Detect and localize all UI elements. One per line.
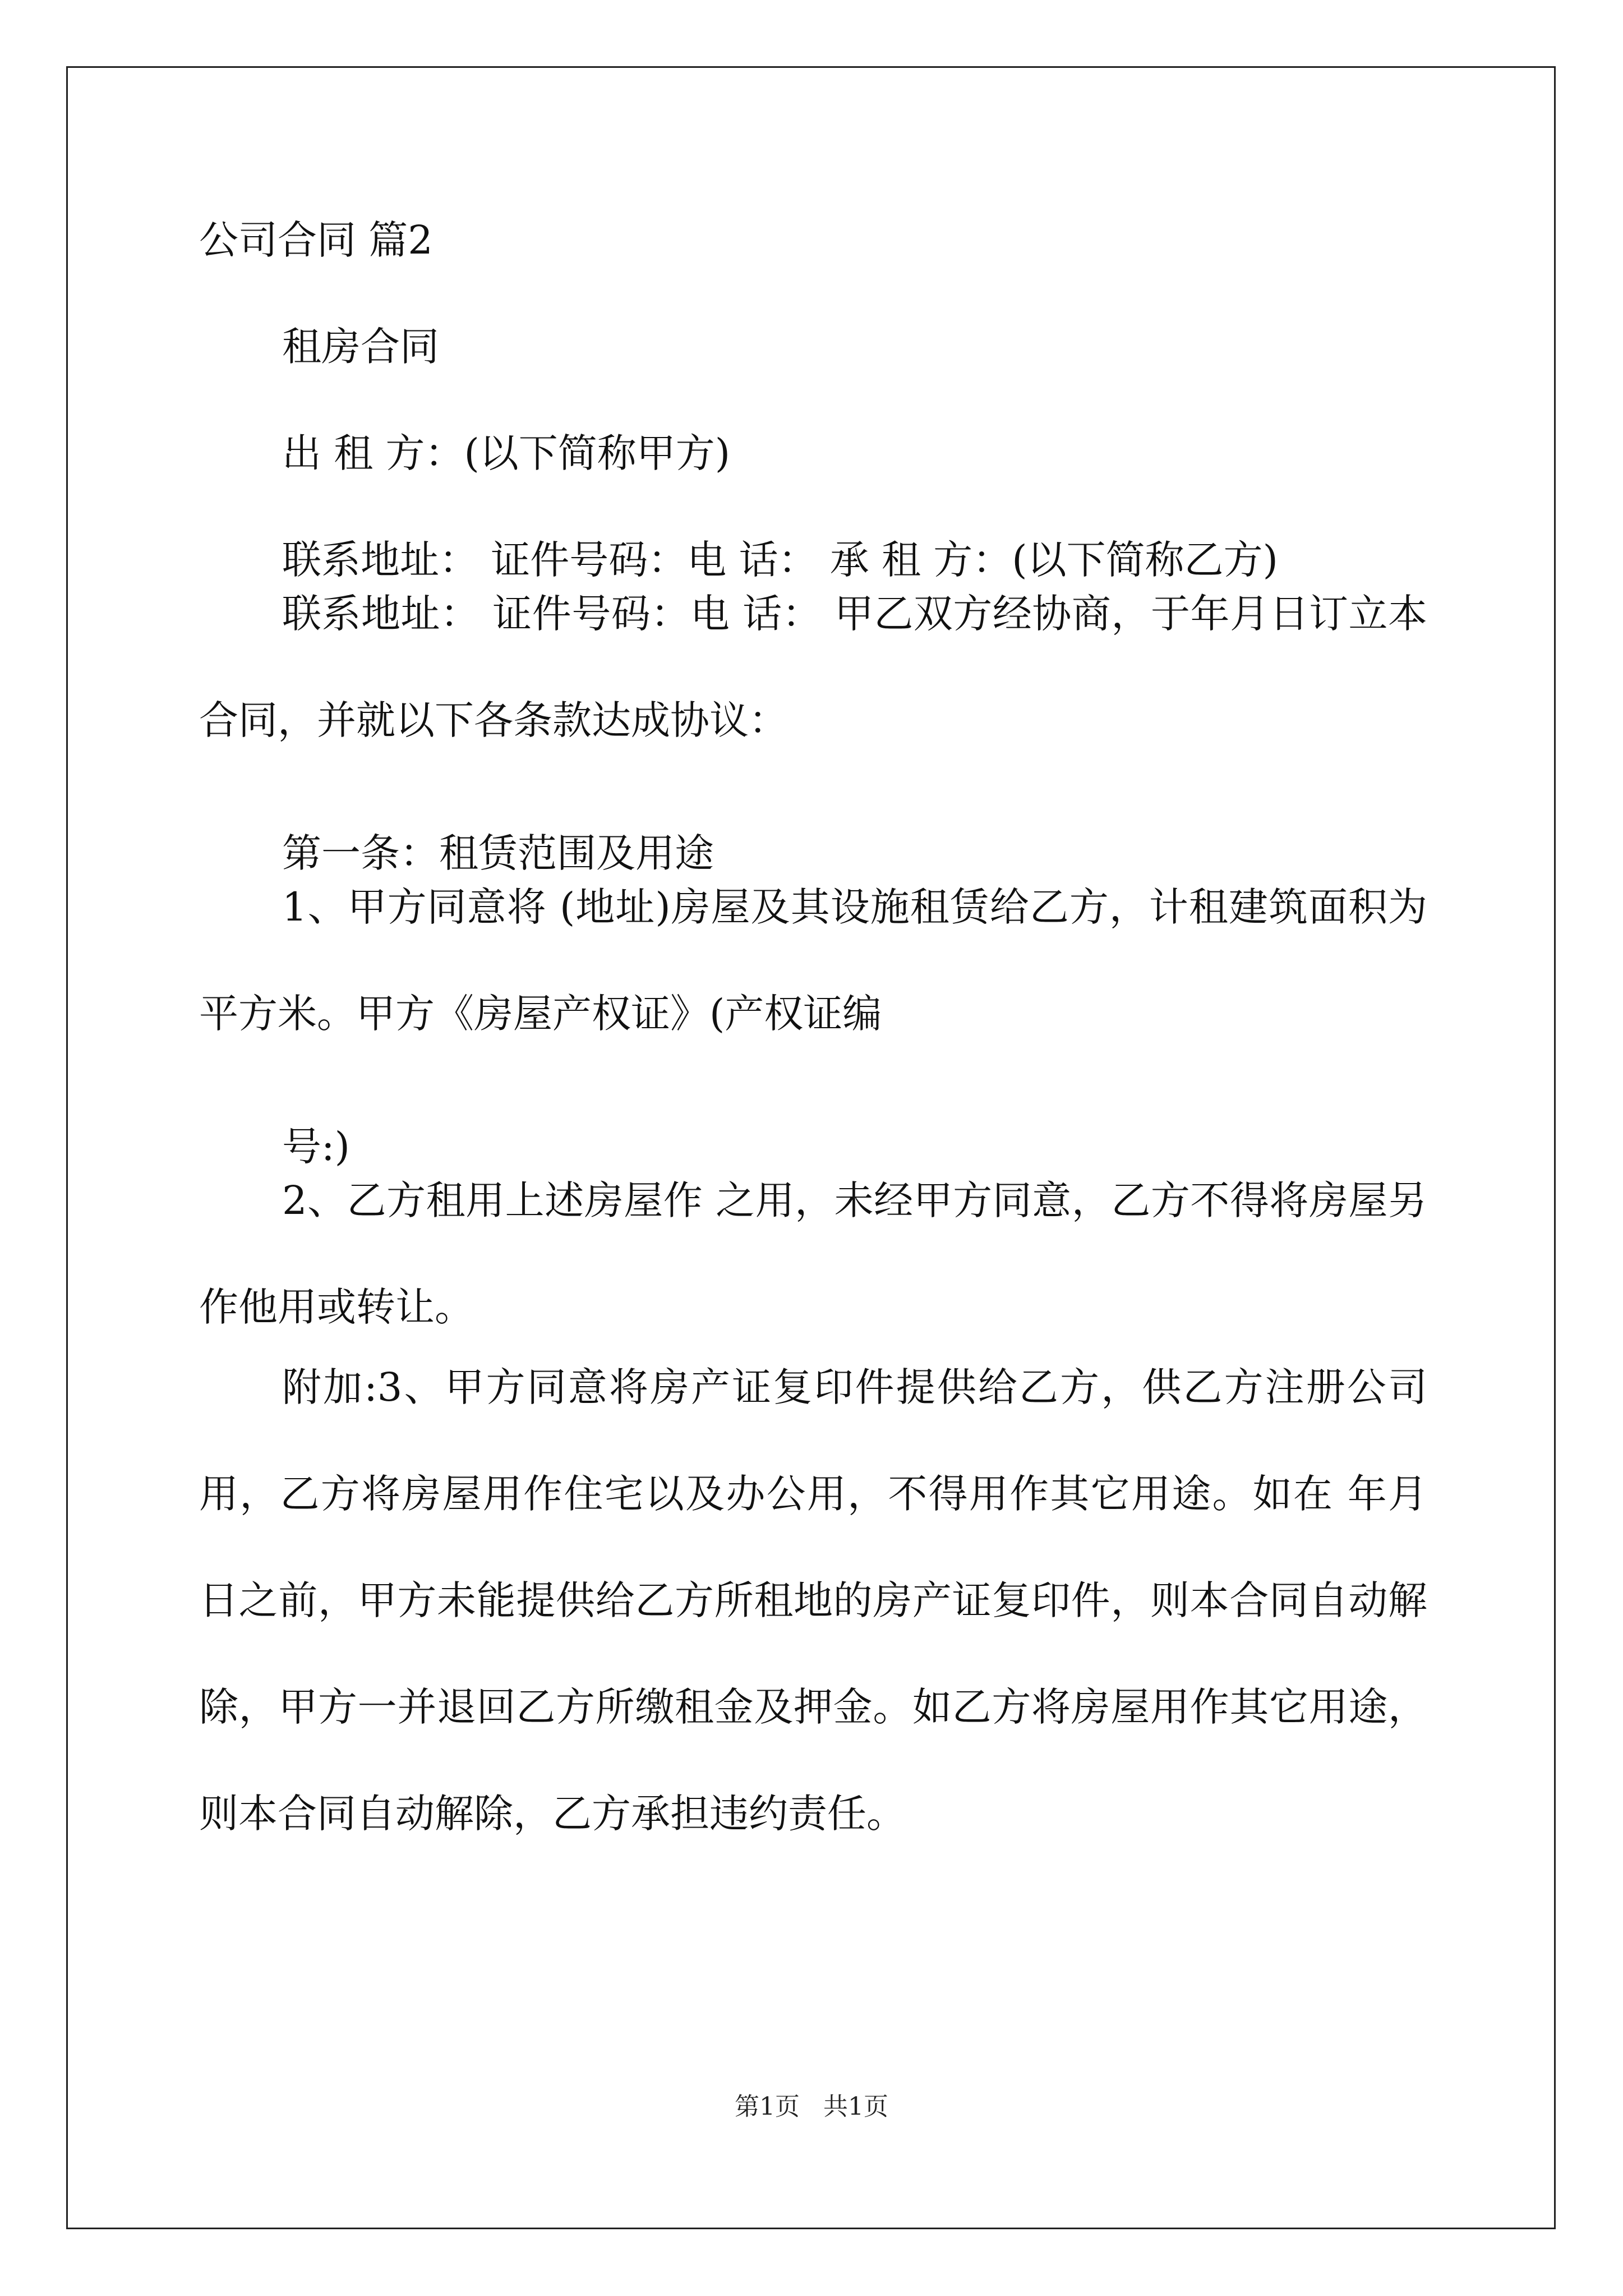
page-footer: 第1页 共1页 bbox=[735, 2092, 888, 2121]
article-1-title: 第一条：租赁范围及用途 bbox=[282, 830, 714, 876]
clause-2: 2、乙方租用上述房屋作 之用，未经甲方同意，乙方不得将房屋另作他用或转让。 bbox=[199, 1177, 1427, 1330]
contact-line-lessee-paragraph: 联系地址： 证件号码：电 话： 甲乙双方经协商，于年月日订立本合同，并就以下各条款达成协议： bbox=[199, 591, 1427, 743]
clause-3: 附加:3、甲方同意将房产证复印件提供给乙方，供乙方注册公司用，乙方将房屋用作住宅以及办公用，不得用作其它用途。如在 年月日之前，甲方未能提供给乙方所租地的房产证复印件，则本合同自动解除，甲方一并退回乙方所缴租金及押金。如乙方将房屋用作其它用途，则本合同自动解除，乙方承担违约责任。 bbox=[199, 1364, 1427, 1837]
lessor-line: 出 租 方：(以下简称甲方) bbox=[282, 430, 731, 476]
clause-1: 1、甲方同意将 (地址)房屋及其设施租赁给乙方，计租建筑面积为 平方米。甲方《房屋产权证》(产权证编 bbox=[199, 884, 1427, 1037]
clause-1-continuation: 号:) bbox=[282, 1124, 350, 1170]
document-heading: 公司合同 篇2 bbox=[199, 217, 433, 263]
contract-title: 租房合同 bbox=[282, 324, 439, 370]
contact-line-lessor: 联系地址： 证件号码：电 话： 承 租 方：(以下简称乙方) bbox=[282, 537, 1278, 583]
document-body bbox=[199, 213, 1427, 1867]
